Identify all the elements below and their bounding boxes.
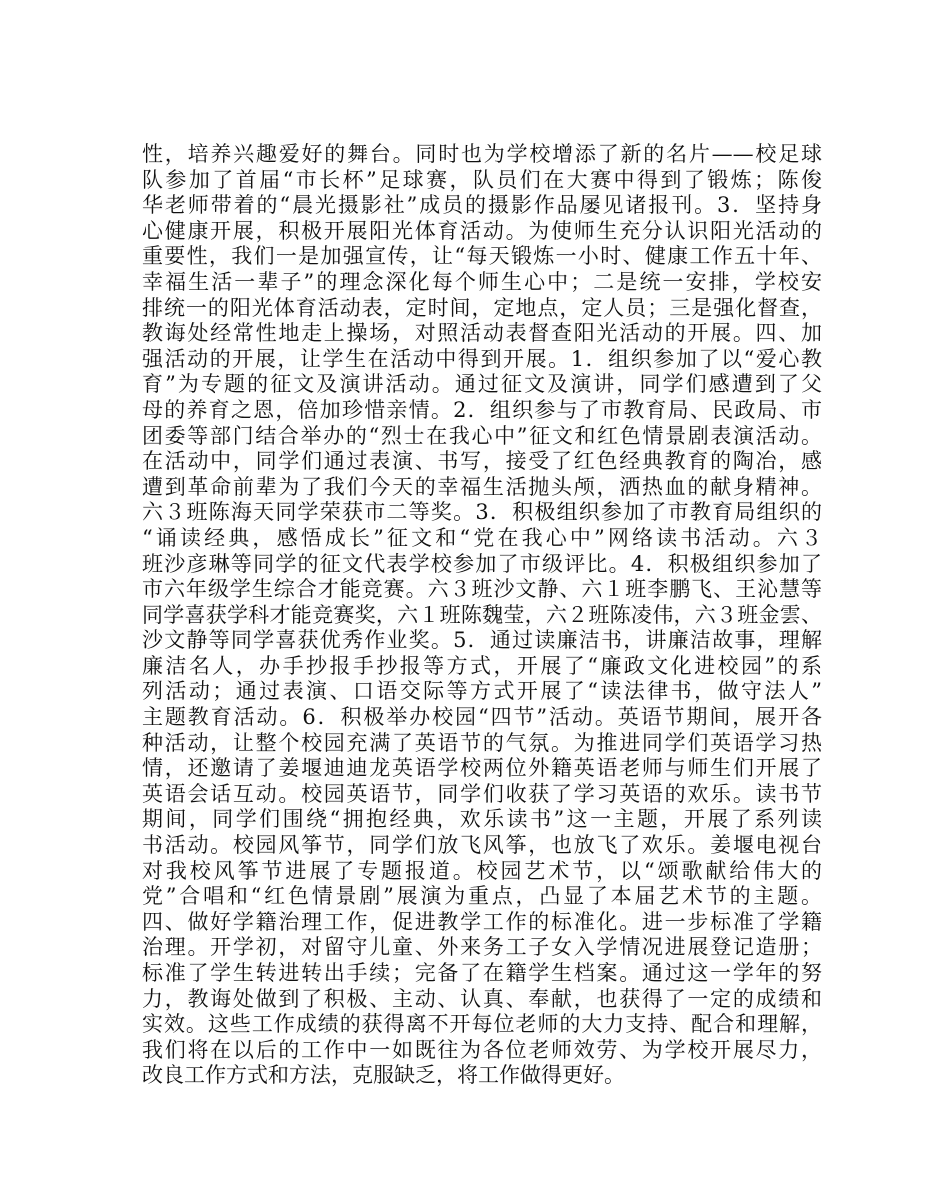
- text-line: 书活动。校园风筝节，同学们放飞风筝，也放飞了欢乐。姜堰电视台: [142, 833, 822, 858]
- text-line: 四、做好学籍治理工作，促进教学工作的标准化。进一步标准了学籍: [142, 909, 822, 934]
- text-line: 幸福生活一辈子”的理念深化每个师生心中；二是统一安排，学校安: [142, 269, 822, 294]
- text-line: 遭到革命前辈为了我们今天的幸福生活抛头颅，洒热血的献身精神。: [142, 474, 822, 499]
- text-line: 我们将在以后的工作中一如既往为各位老师效劳、为学校开展尽力，: [142, 1037, 822, 1062]
- text-line: 在活动中，同学们通过表演、书写，接受了红色经典教育的陶冶，感: [142, 449, 822, 474]
- text-line: 治理。开学初，对留守儿童、外来务工子女入学情况进展登记造册；: [142, 935, 822, 960]
- text-line: 力，教诲处做到了积极、主动、认真、奉献，也获得了一定的成绩和: [142, 986, 822, 1011]
- text-line: 六３班陈海天同学荣获市二等奖。3．积极组织参加了市教育局组织的: [142, 500, 822, 525]
- text-line: 华老师带着的“晨光摄影社”成员的摄影作品屡见诸报刊。3．坚持身: [142, 193, 822, 218]
- text-line: 排统一的阳光体育活动表，定时间，定地点，定人员；三是强化督查，: [142, 295, 822, 320]
- text-line: 党”合唱和“红色情景剧”展演为重点，凸显了本届艺术节的主题。: [142, 884, 822, 909]
- text-line: 队参加了首届“市长杯”足球赛，队员们在大赛中得到了锻炼；陈俊: [142, 167, 822, 192]
- text-line: 列活动；通过表演、口语交际等方式开展了“读法律书，做守法人”: [142, 679, 822, 704]
- text-line: 沙文静等同学喜获优秀作业奖。5．通过读廉洁书，讲廉洁故事，理解: [142, 628, 822, 653]
- text-line: 市六年级学生综合才能竞赛。六３班沙文静、六１班李鹏飞、王沁慧等: [142, 577, 822, 602]
- text-line: 对我校风筝节进展了专题报道。校园艺术节，以“颂歌献给伟大的: [142, 858, 822, 883]
- text-line: 主题教育活动。6．积极举办校园“四节”活动。英语节期间，展开各: [142, 705, 822, 730]
- body-text: [142, 142, 822, 1089]
- text-line: 种活动，让整个校园充满了英语节的气氛。为推进同学们英语学习热: [142, 730, 822, 755]
- text-line: 同学喜获学科才能竞赛奖，六１班陈魏莹，六２班陈凌伟，六３班金雲、: [142, 602, 822, 627]
- text-line: 期间，同学们围绕“拥抱经典，欢乐读书”这一主题，开展了系列读: [142, 807, 822, 832]
- text-line: 情，还邀请了姜堰迪迪龙英语学校两位外籍英语老师与师生们开展了: [142, 756, 822, 781]
- text-line: 心健康开展，积极开展阳光体育活动。为使师生充分认识阳光活动的: [142, 218, 822, 243]
- text-line: 改良工作方式和方法，克服缺乏，将工作做得更好。: [142, 1063, 625, 1088]
- text-line: 实效。这些工作成绩的获得离不开每位老师的大力支持、配合和理解，: [142, 1012, 822, 1037]
- text-line: 英语会话互动。校园英语节，同学们收获了学习英语的欢乐。读书节: [142, 781, 822, 806]
- text-line: 育”为专题的征文及演讲活动。通过征文及演讲，同学们感遭到了父: [142, 372, 822, 397]
- text-line: “诵读经典，感悟成长”征文和“党在我心中”网络读书活动。六３: [142, 525, 822, 550]
- text-line: 班沙彦琳等同学的征文代表学校参加了市级评比。4．积极组织参加了: [142, 551, 822, 576]
- text-line: 强活动的开展，让学生在活动中得到开展。1．组织参加了以“爱心教: [142, 346, 822, 371]
- text-line: 团委等部门结合举办的“烈士在我心中”征文和红色情景剧表演活动。: [142, 423, 822, 448]
- text-line: 教诲处经常性地走上操场，对照活动表督查阳光活动的开展。四、加: [142, 321, 822, 346]
- text-line: 性，培养兴趣爱好的舞台。同时也为学校增添了新的名片——校足球: [142, 142, 822, 166]
- text-line: 廉洁名人，办手抄报手抄报等方式，开展了“廉政文化进校园”的系: [142, 653, 822, 678]
- text-line: 标准了学生转进转出手续；完备了在籍学生档案。通过这一学年的努: [142, 961, 822, 985]
- text-line: 重要性，我们一是加强宣传，让“每天锻炼一小时、健康工作五十年、: [142, 244, 822, 269]
- text-line: 母的养育之恩，倍加珍惜亲情。2．组织参与了市教育局、民政局、市: [142, 397, 822, 422]
